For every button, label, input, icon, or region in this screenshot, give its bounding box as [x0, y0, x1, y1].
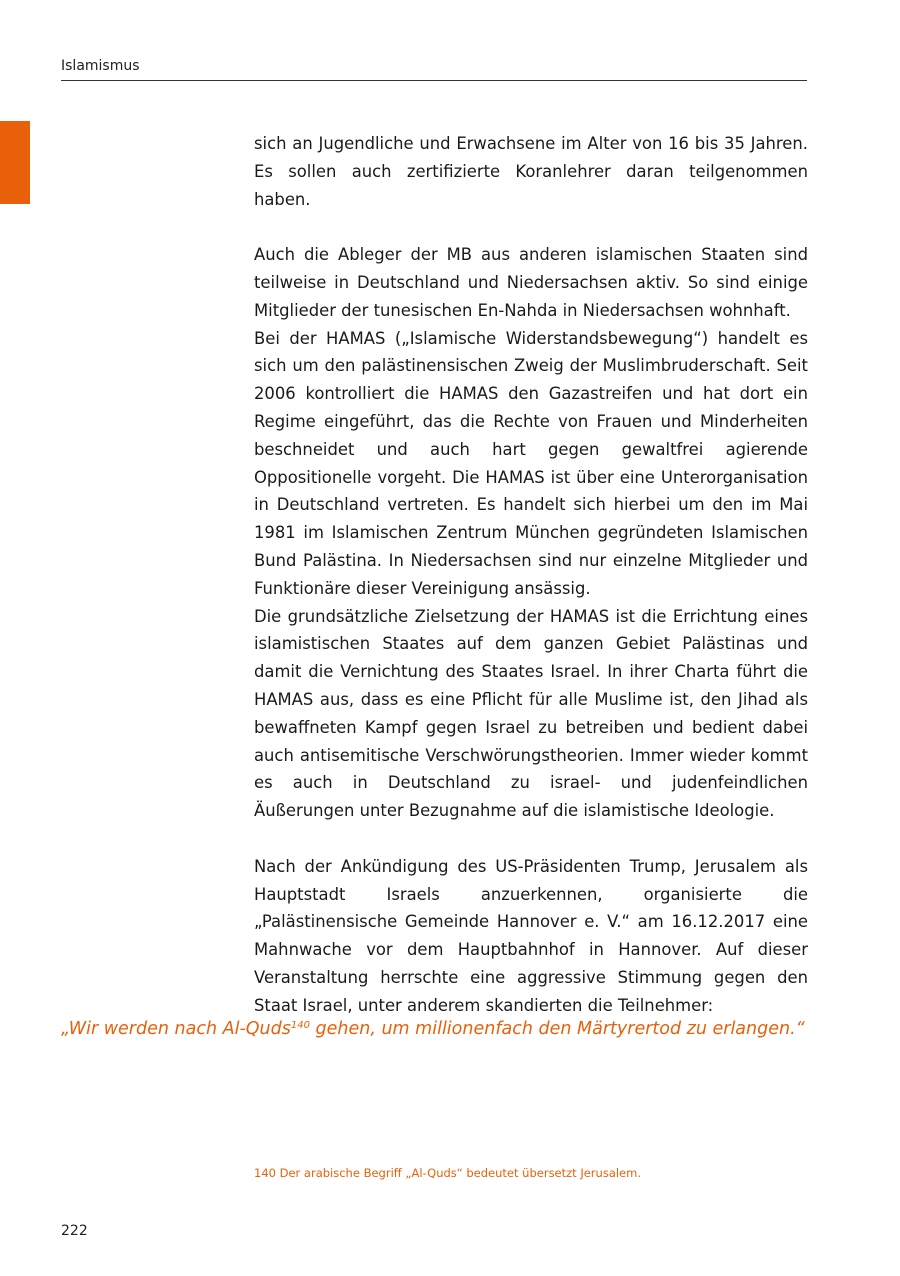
chapter-side-tab — [0, 121, 30, 204]
quote-text-start: „Wir werden nach Al-Quds — [61, 1019, 291, 1039]
paragraph-3: Bei der HAMAS („Islamische Widerstandsbewegung“) handelt es sich um den palästinensischen Zweig der Muslimbruderschaft. Seit 2006 kontrolliert die HAMAS den Gazastreifen und hat dort ein Regime eingeführt, das die Rechte von Frauen und Minderheiten beschneidet und auch hart gegen gewaltfrei agierende Oppositionelle vorgeht. Die HAMAS ist über eine Unterorganisation in Deutschland vertreten. Es handelt sich hierbei um den im Mai 1981 im Islamischen Zentrum München gegründeten Islamischen Bund Palästina. In Niedersachsen sind nur einzelne Mitglieder und Funktionäre dieser Vereinigung ansässig. — [254, 328, 808, 598]
body-text — [254, 130, 808, 1020]
paragraph-5: Nach der Ankündigung des US-Präsidenten Trump, Jerusalem als Hauptstadt Israels anzuerkennen, organisierte die „Palästinensische Gemeinde Hannover e. V.“ am 16.12.2017 eine Mahnwache vor dem Hauptbahnhof in Hannover. Auf dieser Veranstaltung herrschte eine aggressive Stimmung gegen den Staat Israel, unter anderem skandierten die Teilnehmer: — [254, 856, 808, 1015]
quote-text-end: gehen, um millionenfach den Märtyrertod zu erlangen.“ — [309, 1019, 805, 1039]
paragraph-2: Auch die Ableger der MB aus anderen islamischen Staaten sind teilweise in Deutschland und Niedersachsen aktiv. So sind einige Mitglieder der tunesischen En-Nahda in Niedersachsen wohnhaft. — [254, 245, 808, 320]
footnote-reference[interactable]: 140 — [290, 1020, 310, 1031]
page-number: 222 — [61, 1223, 88, 1239]
highlight-quote — [61, 1019, 821, 1039]
paragraph-1: sich an Jugendliche und Erwachsene im Alter von 16 bis 35 Jahren. Es sollen auch zertifizierte Koranlehrer daran teilgenommen haben. — [254, 134, 808, 209]
header-divider — [61, 80, 807, 81]
footnote: 140 Der arabische Begriff „Al-Quds“ bedeutet übersetzt Jerusalem. — [254, 1166, 641, 1180]
paragraph-4: Die grundsätzliche Zielsetzung der HAMAS ist die Errichtung eines islamistischen Staates auf dem ganzen Gebiet Palästinas und damit die Vernichtung des Staates Israel. In ihrer Charta führt die HAMAS aus, dass es eine Pflicht für alle Muslime ist, den Jihad als bewaffneten Kampf gegen Israel zu betreiben und bedient dabei auch antisemitische Verschwörungstheorien. Immer wieder kommt es auch in Deutschland zu israel- und judenfeindlichen Äußerungen unter Bezugnahme auf die islamistische Ideologie. — [254, 606, 808, 821]
running-header-title: Islamismus — [61, 58, 140, 74]
